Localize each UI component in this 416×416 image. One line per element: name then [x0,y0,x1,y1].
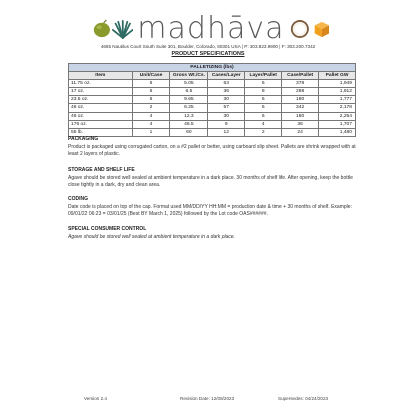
table-cell: 6 [245,112,282,120]
column-header-cases-layer: Cases/Layer [208,72,245,80]
table-cell: 1,912 [319,88,356,96]
storage-text: Agave should be stored well sealed at ambient temperature in a dark place. 30 months of shelf life. After opening, keep the bottle close tightly in a dark, dry and clean area. [68,175,353,188]
table-cell: 36 [208,88,245,96]
table-title-row [69,64,356,72]
storage-heading: STORAGE AND SHELF LIFE [68,167,135,173]
table-cell: 2,254 [319,112,356,120]
table-cell: 60 [170,128,208,136]
table-cell: 8 [245,88,282,96]
revision-date: Revision Date: 12/08/2023 [180,396,235,401]
sugar-cube-icon [312,18,332,40]
table-cell: 1,777 [319,96,356,104]
table-cell-item: 17 oz. [69,88,133,96]
table-row [69,88,356,96]
consumer-control-text: Agave should be stored well sealed at ambient temperature in a dark place. [68,234,236,240]
column-header-layer-pallet: Layer/Pallet [245,72,282,80]
coding-section [68,196,358,218]
table-cell-item: 176 oz. [69,120,133,128]
table-cell: 57 [208,104,245,112]
table-cell: 30 [208,112,245,120]
table-cell: 4 [245,120,282,128]
table-cell-item: 11.75 oz. [69,80,133,88]
table-cell: 342 [282,104,319,112]
packaging-heading: PACKAGING [68,136,99,142]
table-cell-item: 46 oz. [69,104,133,112]
consumer-control-heading: SPECIAL CONSUMER CONTROL [68,226,147,232]
table-cell: 6.5 [170,88,208,96]
table-cell: 12 [208,128,245,136]
table-cell: 1,949 [319,80,356,88]
coding-heading: CODING [68,196,88,202]
table-cell-item: 55 lb. [69,128,133,136]
agave-icon [112,17,134,41]
table-cell: 6 [132,88,170,96]
table-body [69,80,356,137]
palletizing-table [68,63,356,137]
table-cell: 6 [132,80,170,88]
table-cell: 6.25 [170,104,208,112]
version-label: Version 2.4 [84,396,107,401]
table-cell-item: 23.5 oz. [69,96,133,104]
table-cell: 6 [245,104,282,112]
table-cell: 288 [282,88,319,96]
table-row [69,96,356,104]
packaging-text: Product is packaged using corrugated carton, on a #2 pallet or better, using carboard slip sheet. Pallets are shrink wrapped with at least 2 layers of plastic. [68,144,356,157]
header [0,12,416,46]
supersedes-date: Supersedes: 04/24/2023 [278,396,329,401]
storage-section [68,167,358,189]
coconut-icon [290,18,310,40]
table-cell: 36 [282,120,319,128]
table-cell: 180 [282,112,319,120]
logo [92,12,332,46]
olive-icon [92,18,112,40]
company-address: 4665 Nautilus Court South Suite 301, Boulder, Colorado, 80301 USA | P: 303.823.9900 | F: 303.200.7342 [100,44,316,49]
table-row [69,120,356,128]
table-cell: 1 [132,128,170,136]
table-cell: 4 [132,112,170,120]
table-cell: 9 [208,120,245,128]
table-cell: 378 [282,80,319,88]
column-header-unit-case: Unit/Case [132,72,170,80]
table-row [69,80,356,88]
table-cell: 24 [282,128,319,136]
column-header-pallet-gw: Pallet GW [319,72,356,80]
brand-wordmark: madhāva [137,11,285,46]
table-row [69,112,356,120]
table-cell: 63 [208,80,245,88]
table-cell: 30 [208,96,245,104]
coding-text: Date code is placed on top of the cap. Format used MM/DD/YY HH:MM = production date & time + 30 months of shelf. Example: 09/01/22 06:23 = 03/01/25 (Best BY March 1, 2025) followed by the Lot code OAS######. [68,204,352,217]
table-row [69,104,356,112]
consumer-control-section [68,226,358,241]
table-cell: 2 [132,104,170,112]
palletizing-table-wrap [68,63,356,137]
table-cell: 2 [245,128,282,136]
table-title: PALLETIZING (lbs) [69,64,356,72]
table-cell: 180 [282,96,319,104]
table-cell: 12.3 [170,112,208,120]
table-cell: 1,707 [319,120,356,128]
table-cell: 6 [245,96,282,104]
column-header-item: Item [69,72,133,80]
table-cell: 2,178 [319,104,356,112]
page-title: PRODUCT SPECIFICATIONS [171,51,245,57]
table-cell-item: 46 oz. [69,112,133,120]
table-header-row [69,72,356,80]
table-cell: 6 [132,96,170,104]
packaging-section [68,136,358,158]
table-cell: 4 [132,120,170,128]
table-cell: 9.65 [170,96,208,104]
table-cell: 1,480 [319,128,356,136]
column-header-gross-weight: Gross Wt./Cs. [170,72,208,80]
table-cell: 46.5 [170,120,208,128]
table-cell: 5.05 [170,80,208,88]
column-header-case-pallet: Case/Pallet [282,72,319,80]
table-cell: 6 [245,80,282,88]
